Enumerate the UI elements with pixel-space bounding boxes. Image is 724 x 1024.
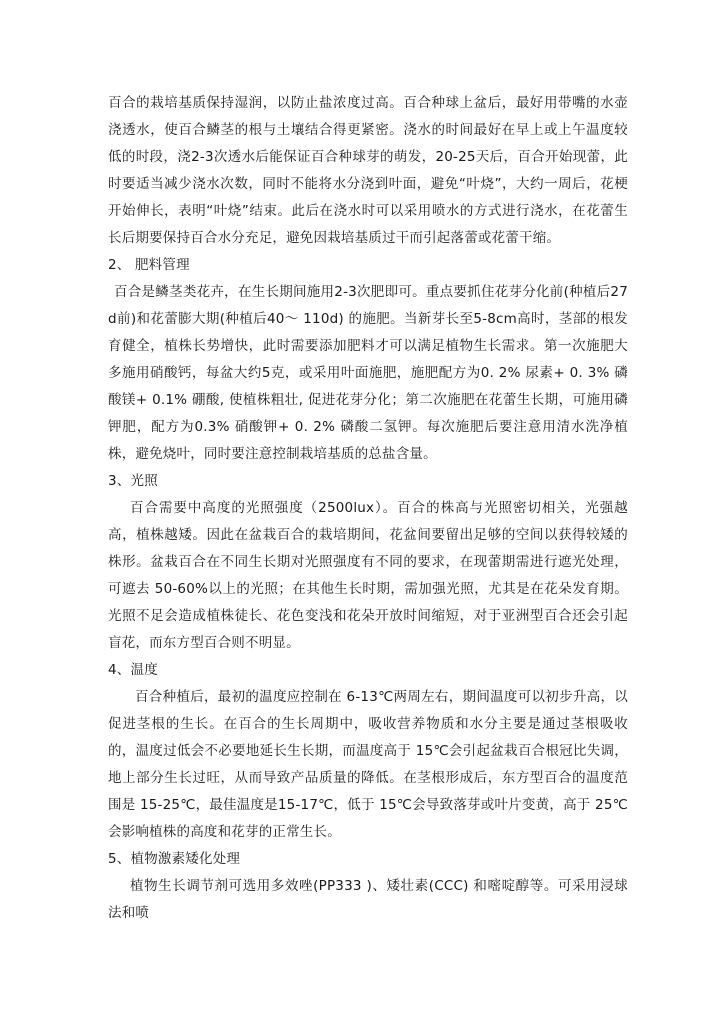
paragraph-hormone: 植物生长调节剂可选用多效唑(PP333 )、矮壮素(CCC) 和嘧啶醇等。可采用浸球法和喷 xyxy=(108,878,628,921)
paragraph-temperature: 百合种植后，最初的温度应控制在 6-13℃两周左右，期间温度可以初步升高，以促进茎根的生长。在百合的生长周期中，吸收营养物质和水分主要是通过茎根吸收的，温度过低会不必要地延长生长期，而温度高于 15℃会引起盆栽百合根冠比失调，地上部分生长过旺，从而导致产品质量的降低。在茎根形成后，东方型百合的温度范围是 15-25℃，最佳温度是15-17℃，低于 15℃会导致落芽或叶片变黄，高于 25℃会影响植株的高度和花芽的正常生长。 xyxy=(108,689,628,840)
paragraph-watering: 百合的栽培基质保持湿润，以防止盐浓度过高。百合种球上盆后，最好用带嘴的水壶浇透水，使百合鳞茎的根与土壤结合得更紧密。浇水的时间最好在早上或上午温度较低的时段，浇2-3次透水后能保证百合种球芽的萌发，20-25天后，百合开始现蕾，此时要适当减少浇水次数，同时不能将水分浇到叶面，避免“叶烧”，大约一周后，花梗开始伸长，表明“叶烧”结束。此后在浇水时可以采用喷水的方式进行浇水，在花蕾生长后期要保持百合水分充足，避免因栽培基质过干而引起落蕾或花蕾干缩。 xyxy=(108,95,628,246)
paragraph-fertilizer: 百合是鳞茎类花卉，在生长期间施用2-3次肥即可。重点要抓住花芽分化前(种植后27d前)和花蕾膨大期(种植后40～ 110d) 的施肥。当新芽长至5-8cm高时，茎部的根发育健全，植株长势增快，此时需要添加肥料才可以满足植物生长需求。第一次施肥大多施用硝酸钙，每盆大约5克，或采用叶面施肥，施肥配方为0. 2% 尿素+ 0. 3% 磷酸镁+ 0.1% 硼酸, 使植株粗壮, 促进花芽分化；第二次施肥在花蕾生长期，可施用磷钾肥，配方为0.3% 硝酸钾+ 0. 2% 磷酸二氢钾。每次施肥后要注意用清水洗净植株，避免烧叶，同时要注意控制栽培基质的总盐含量。 xyxy=(108,284,628,462)
heading-temperature: 4、温度 xyxy=(108,662,158,678)
paragraph-light: 百合需要中高度的光照强度（2500lux）。百合的株高与光照密切相关，光强越高，植株越矮。因此在盆栽百合的栽培期间，花盆间要留出足够的空间以获得较矮的株形。盆栽百合在不同生长期对光照强度有不同的要求，在现蕾期需进行遮光处理，可遮去 50-60%以上的光照；在其他生长时期，需加强光照，尤其是在花朵发育期。光照不足会造成植株徒长、花色变浅和花朵开放时间缩短，对于亚洲型百合还会引起盲花，而东方型百合则不明显。 xyxy=(108,500,628,651)
heading-light: 3、光照 xyxy=(108,473,158,489)
heading-hormone: 5、植物激素矮化处理 xyxy=(108,851,241,867)
document-page xyxy=(108,90,628,927)
heading-fertilizer: 2、 肥料管理 xyxy=(108,257,190,273)
